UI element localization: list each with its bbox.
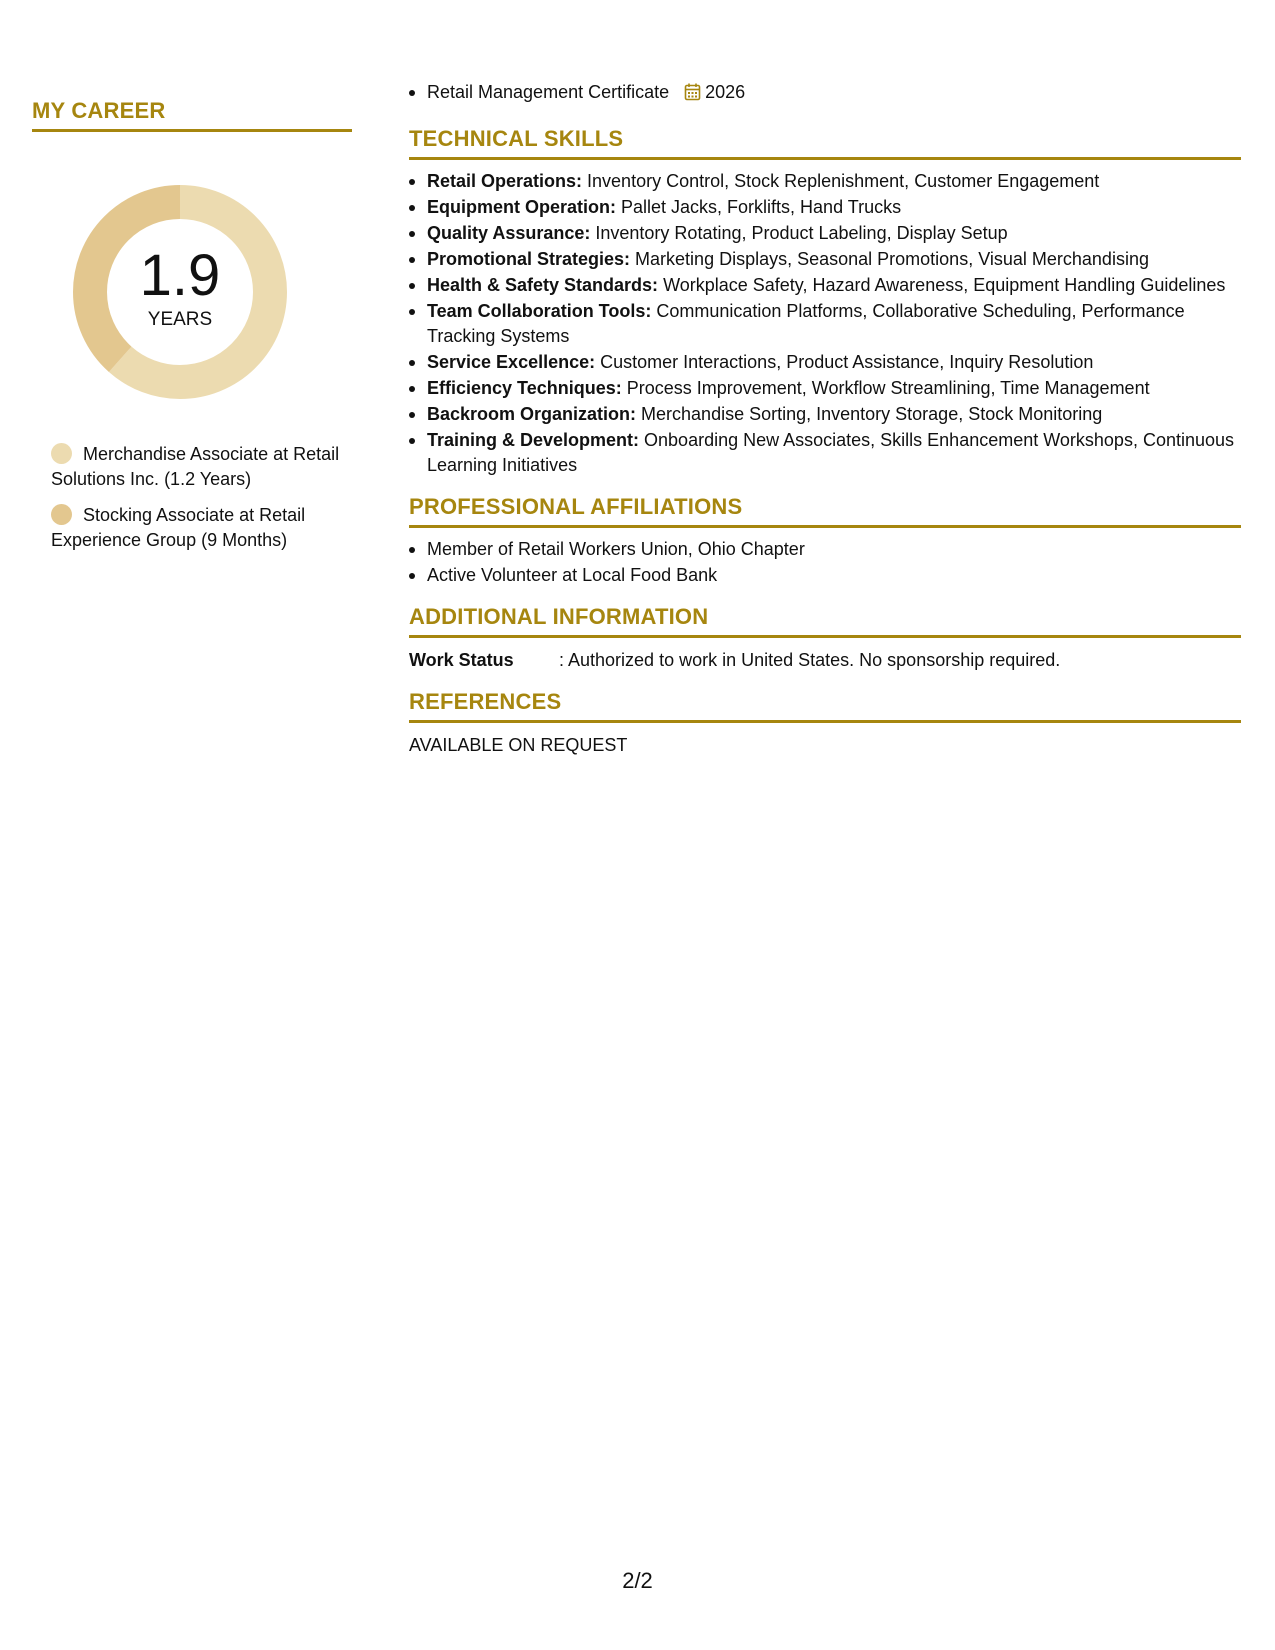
technical-skills-list — [409, 169, 1241, 478]
skill-text: Customer Interactions, Product Assistance, Inquiry Resolution — [595, 352, 1094, 372]
legend-dot — [51, 443, 72, 464]
affiliations-title: PROFESSIONAL AFFILIATIONS — [409, 494, 1241, 528]
skill-text: Inventory Rotating, Product Labeling, Display Setup — [590, 223, 1008, 243]
additional-info-title: ADDITIONAL INFORMATION — [409, 604, 1241, 638]
career-section-title: MY CAREER — [32, 98, 352, 132]
legend-item — [51, 503, 341, 553]
references-text: AVAILABLE ON REQUEST — [409, 735, 628, 755]
skill-item — [409, 299, 1241, 349]
skill-text: Onboarding New Associates, Skills Enhancement Workshops, Continuous Learning Initiatives — [427, 430, 1235, 475]
skill-item — [409, 195, 1241, 220]
certificate-year: 2026 — [705, 82, 746, 102]
skill-text: Marketing Displays, Seasonal Promotions, Visual Merchandising — [630, 249, 1149, 269]
calendar-icon — [684, 83, 701, 108]
skill-label: Equipment Operation: — [427, 197, 616, 217]
technical-skills-section — [409, 126, 1241, 478]
skill-label: Health & Safety Standards: — [427, 275, 659, 295]
skill-label: Promotional Strategies: — [427, 249, 631, 269]
work-status-label: Work Status — [409, 650, 514, 670]
skill-item — [409, 221, 1241, 246]
certificate-list — [409, 80, 1241, 108]
skill-text: Process Improvement, Workflow Streamlining, Time Management — [621, 378, 1150, 398]
certificate-item — [409, 80, 1241, 108]
donut-center — [65, 177, 295, 407]
skill-text: Pallet Jacks, Forklifts, Hand Trucks — [616, 197, 902, 217]
legend-dot — [51, 504, 72, 525]
skill-label: Team Collaboration Tools: — [427, 301, 652, 321]
legend-item — [51, 442, 341, 492]
skill-label: Quality Assurance: — [427, 223, 591, 243]
additional-info-section — [409, 604, 1241, 673]
skill-item — [409, 169, 1241, 194]
skill-label: Training & Development: — [427, 430, 640, 450]
affiliation-item: Active Volunteer at Local Food Bank — [409, 563, 1241, 588]
skill-label: Efficiency Techniques: — [427, 378, 622, 398]
skill-text: Workplace Safety, Hazard Awareness, Equipment Handling Guidelines — [658, 275, 1226, 295]
references-section — [409, 689, 1241, 758]
skill-item — [409, 428, 1241, 478]
legend-label: Stocking Associate at Retail Experience Group (9 Months) — [51, 505, 306, 550]
skill-item — [409, 350, 1241, 375]
left-column — [32, 98, 352, 564]
references-title: REFERENCES — [409, 689, 1241, 723]
skill-text: Merchandise Sorting, Inventory Storage, Stock Monitoring — [636, 404, 1103, 424]
skill-item — [409, 376, 1241, 401]
skill-item — [409, 247, 1241, 272]
career-total-unit: YEARS — [147, 309, 213, 330]
page-number: 2/2 — [622, 1568, 653, 1593]
skill-label: Retail Operations: — [427, 171, 583, 191]
affiliations-list — [409, 537, 1241, 588]
skill-text: Communication Platforms, Collaborative Scheduling, Performance Tracking Systems — [427, 301, 1185, 346]
work-status-value: : Authorized to work in United States. No sponsorship required. — [559, 650, 1061, 670]
work-status-row — [409, 648, 1241, 673]
skill-text: Inventory Control, Stock Replenishment, Customer Engagement — [582, 171, 1100, 191]
skill-label: Backroom Organization: — [427, 404, 637, 424]
career-total-value: 1.9 — [139, 243, 221, 308]
technical-skills-title: TECHNICAL SKILLS — [409, 126, 1241, 160]
affiliations-section — [409, 494, 1241, 588]
skill-label: Service Excellence: — [427, 352, 596, 372]
career-donut-chart — [65, 177, 295, 407]
career-legend — [32, 442, 352, 553]
affiliation-item: Member of Retail Workers Union, Ohio Chapter — [409, 537, 1241, 562]
skill-item — [409, 273, 1241, 298]
right-column — [409, 80, 1241, 758]
skill-item — [409, 402, 1241, 427]
legend-label: Merchandise Associate at Retail Solutions Inc. (1.2 Years) — [51, 444, 340, 489]
certificate-name: Retail Management Certificate — [427, 82, 670, 102]
